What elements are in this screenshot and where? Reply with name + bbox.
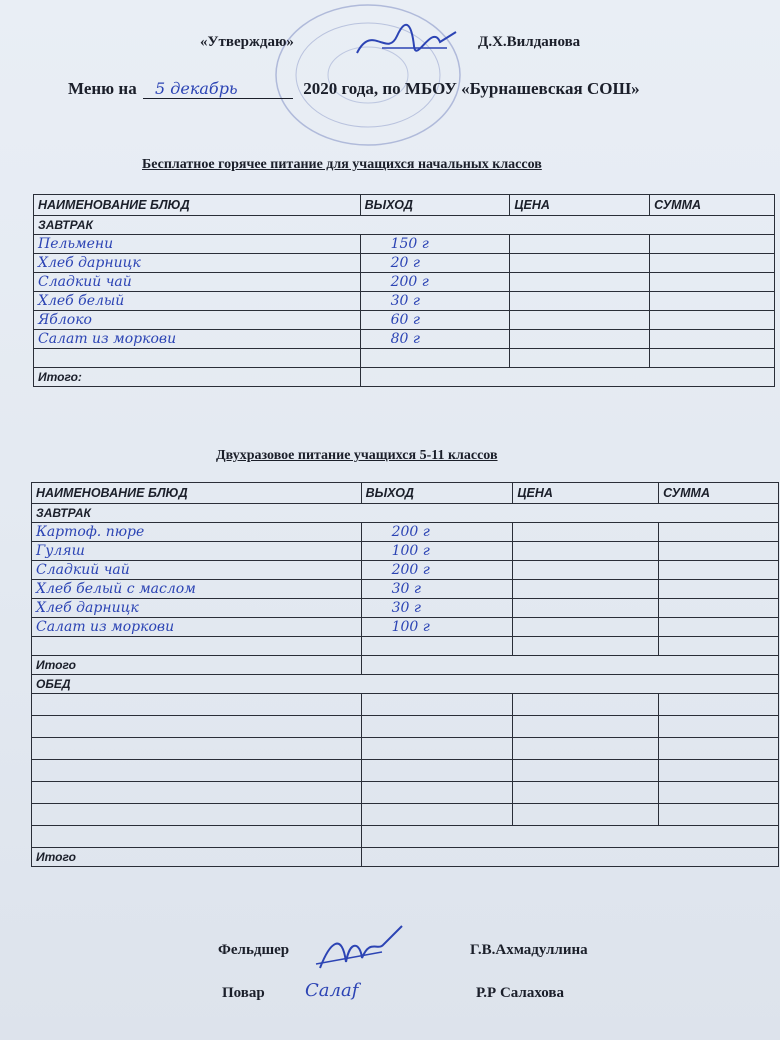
- menu-title-line: [68, 79, 640, 99]
- column-header-name: НАИМЕНОВАНИЕ БЛЮД: [34, 195, 361, 216]
- dish-name: Сладкий чай: [34, 273, 361, 292]
- table-row: [32, 637, 779, 656]
- dish-name: Салат из моркови: [32, 618, 362, 637]
- breakfast-row: [32, 504, 779, 523]
- menu-suffix: 2020 года, по МБОУ «Бурнашевская СОШ»: [303, 79, 640, 98]
- table-row: [32, 738, 779, 760]
- table-row: [34, 349, 775, 368]
- approver-signature-icon: [352, 18, 462, 63]
- section1-table: [33, 194, 775, 387]
- table-row: [32, 694, 779, 716]
- medic-name: Г.В.Ахмадуллина: [470, 942, 588, 958]
- dish-name: Картоф. пюре: [32, 523, 362, 542]
- section2-table: [31, 482, 779, 867]
- dish-qty: 100 г: [361, 542, 513, 561]
- dish-qty: 200 г: [361, 561, 513, 580]
- column-header-output: ВЫХОД: [361, 483, 513, 504]
- dish-qty: 60 г: [360, 311, 510, 330]
- approve-label: «Утверждаю»: [200, 34, 294, 50]
- dish-name: Хлеб дарницк: [32, 599, 362, 618]
- table-row: [34, 235, 775, 254]
- medic-signature-icon: [312, 922, 408, 978]
- table-row: [32, 542, 779, 561]
- table-row: [32, 804, 779, 826]
- column-header-price: ЦЕНА: [513, 483, 659, 504]
- table-row: [32, 599, 779, 618]
- dish-qty: 30 г: [361, 580, 513, 599]
- dish-name: Пельмени: [34, 235, 361, 254]
- menu-date-handwritten: 5 декабрь: [143, 79, 293, 99]
- table-row: [34, 254, 775, 273]
- table-row: [34, 330, 775, 349]
- table-header-row: [34, 195, 775, 216]
- dish-qty: 100 г: [361, 618, 513, 637]
- dish-qty: 200 г: [360, 273, 510, 292]
- table-row: [32, 782, 779, 804]
- breakfast-label: ЗАВТРАК: [32, 504, 779, 523]
- dish-name: Яблоко: [34, 311, 361, 330]
- table-row: [34, 273, 775, 292]
- menu-prefix: Меню на: [68, 79, 137, 98]
- table-row: [32, 580, 779, 599]
- approver-name: Д.Х.Вилданова: [478, 34, 581, 50]
- cook-name: Р.Р Салахова: [476, 985, 564, 1001]
- table-row: [32, 523, 779, 542]
- dish-name: Хлеб белый: [34, 292, 361, 311]
- table-row: [32, 760, 779, 782]
- table-row: [32, 716, 779, 738]
- breakfast-total-label: Итого: [32, 656, 362, 675]
- dish-name: Сладкий чай: [32, 561, 362, 580]
- total-label: Итого:: [34, 368, 361, 387]
- column-header-price: ЦЕНА: [510, 195, 650, 216]
- column-header-sum: СУММА: [650, 195, 775, 216]
- section1-title: Бесплатное горячее питание для учащихся начальных классов: [142, 157, 542, 172]
- dish-qty: 30 г: [360, 292, 510, 311]
- lunch-total-row: [32, 848, 779, 867]
- dish-qty: 80 г: [360, 330, 510, 349]
- dish-qty: 200 г: [361, 523, 513, 542]
- table-header-row: [32, 483, 779, 504]
- dish-name: Хлеб дарницк: [34, 254, 361, 273]
- medic-label: Фельдшер: [218, 942, 290, 958]
- lunch-total-label: Итого: [32, 848, 362, 867]
- dish-name: Хлеб белый с маслом: [32, 580, 362, 599]
- column-header-output: ВЫХОД: [360, 195, 510, 216]
- column-header-sum: СУММА: [659, 483, 779, 504]
- table-row: [34, 292, 775, 311]
- breakfast-total-row: [32, 656, 779, 675]
- total-row: [34, 368, 775, 387]
- table-row: [32, 826, 779, 848]
- table-row: [34, 311, 775, 330]
- dish-name: Гуляш: [32, 542, 362, 561]
- lunch-label: ОБЕД: [32, 675, 779, 694]
- dish-qty: 30 г: [361, 599, 513, 618]
- breakfast-label: ЗАВТРАК: [34, 216, 775, 235]
- table-row: [32, 561, 779, 580]
- dish-name: Салат из моркови: [34, 330, 361, 349]
- cook-label: Повар: [222, 985, 265, 1001]
- dish-qty: 150 г: [360, 235, 510, 254]
- column-header-name: НАИМЕНОВАНИЕ БЛЮД: [32, 483, 362, 504]
- section2-title: Двухразовое питание учащихся 5-11 классов: [216, 448, 498, 463]
- breakfast-row: [34, 216, 775, 235]
- cook-signature: Салаf: [305, 980, 359, 1001]
- dish-qty: 20 г: [360, 254, 510, 273]
- lunch-row: [32, 675, 779, 694]
- table-row: [32, 618, 779, 637]
